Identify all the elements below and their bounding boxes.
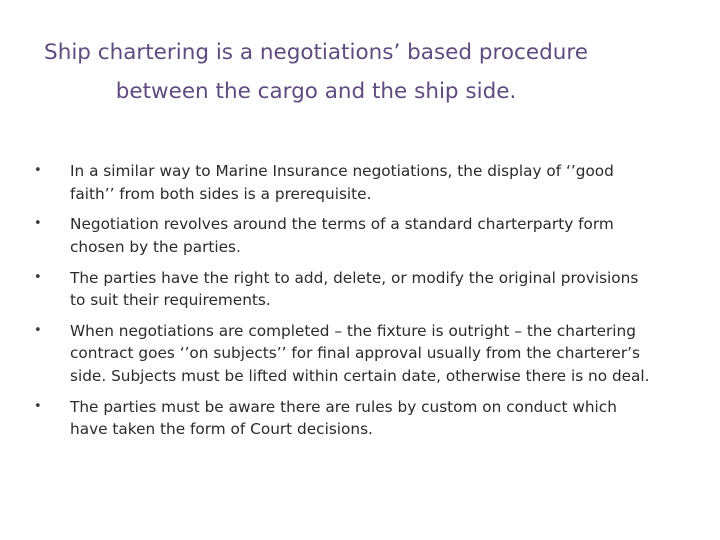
bullet-text-line: have taken the form of Court decisions.: [70, 420, 373, 439]
slide-title: [0, 33, 632, 111]
bullet-item: [34, 160, 694, 205]
bullet-icon: •: [34, 322, 42, 338]
bullet-text-line: chosen by the parties.: [70, 237, 241, 256]
bullet-text-line: contract goes ‘’on subjects’’ for final approval usually from the charterer’s: [70, 344, 640, 363]
bullet-text-line: The parties have the right to add, delete, or modify the original provisions: [70, 268, 639, 287]
bullet-text-line: to suit their requirements.: [70, 291, 271, 310]
bullet-text-line: The parties must be aware there are rules by custom on conduct which: [70, 397, 617, 416]
bullet-item: [34, 213, 694, 258]
bullet-icon: •: [34, 398, 42, 414]
bullet-icon: •: [34, 269, 42, 285]
bullet-list: [34, 160, 694, 449]
bullet-text-line: side. Subjects must be lifted within certain date, otherwise there is no deal.: [70, 366, 650, 385]
bullet-icon: •: [34, 163, 42, 178]
bullet-text-line: faith’’ from both sides is a prerequisite.: [70, 184, 372, 203]
bullet-text-line: Negotiation revolves around the terms of a standard charterparty form: [70, 215, 614, 234]
bullet-item: [34, 267, 694, 312]
bullet-text-line: In a similar way to Marine Insurance negotiations, the display of ‘’good: [70, 162, 614, 180]
bullet-text-line: When negotiations are completed – the fixture is outright – the chartering: [70, 321, 636, 340]
bullet-item: [34, 396, 694, 441]
title-line-1: Ship chartering is a negotiations’ based procedure: [44, 40, 588, 65]
title-line-2: between the cargo and the ship side.: [115, 79, 517, 104]
bullet-item: [34, 320, 694, 388]
bullet-icon: •: [34, 216, 42, 232]
